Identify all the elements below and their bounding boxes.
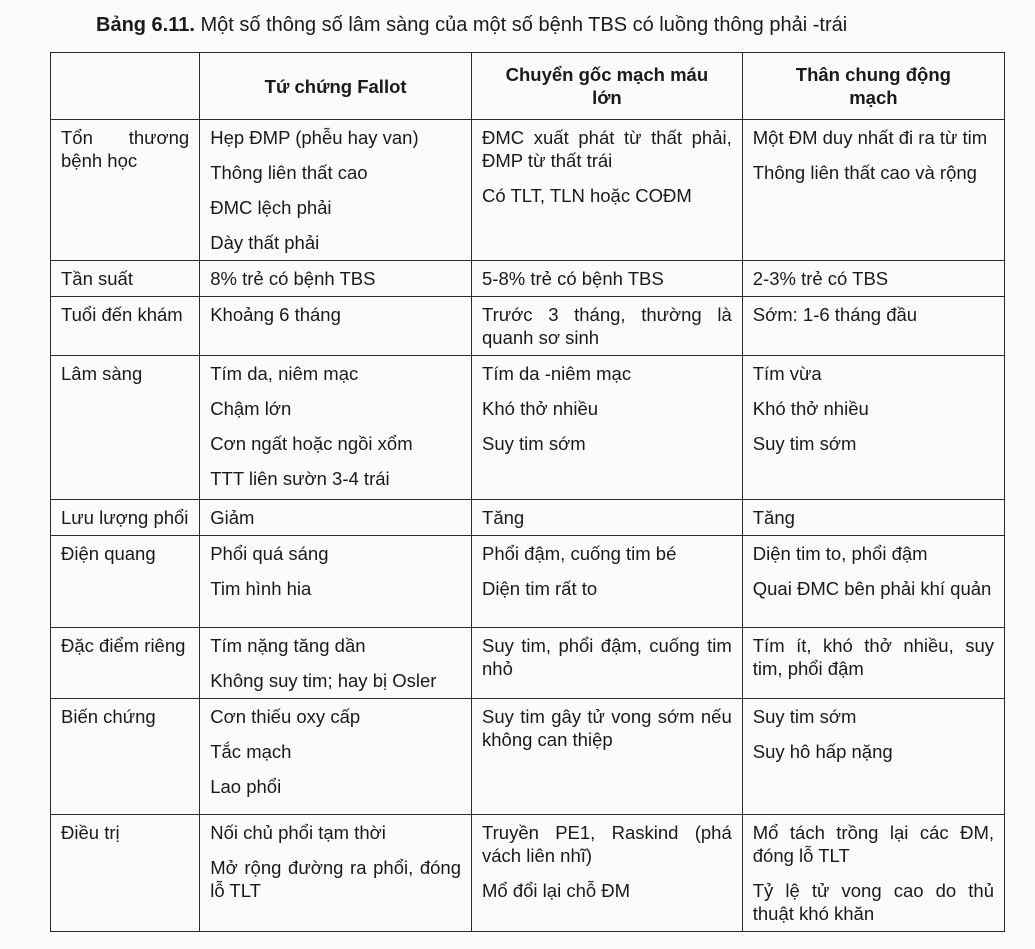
cell-line: Tăng — [482, 507, 525, 528]
row-label: Điện quang — [51, 536, 200, 628]
table-row — [51, 536, 1005, 628]
cell-line: Thông liên thất cao và rộng — [752, 162, 977, 183]
cell-line: Mổ đổi lại chỗ ĐM — [482, 880, 631, 901]
cell-line: Suy tim sớm — [752, 706, 857, 727]
cell-c2 — [472, 120, 743, 261]
cell-line: Tím da, niêm mạc — [210, 363, 359, 384]
table-caption — [96, 14, 847, 37]
header-empty — [51, 53, 200, 120]
cell-c1 — [200, 628, 472, 699]
table-header-row — [51, 53, 1005, 120]
cell-c2 — [472, 628, 743, 699]
cell-line: Nối chủ phổi tạm thời — [210, 822, 386, 843]
cell-line: Tắc mạch — [210, 741, 292, 762]
cell-c3 — [742, 500, 1004, 536]
table-row — [51, 815, 1005, 932]
cell-line: Khó thở nhiều — [752, 398, 869, 419]
row-label: Đặc điểm riêng — [51, 628, 200, 699]
cell-c2 — [472, 356, 743, 500]
cell-line: Mổ tách trồng lại các ĐM, đóng lỗ TLT — [752, 822, 994, 866]
cell-line: Trước 3 tháng, thường là quanh sơ sinh — [482, 304, 732, 348]
row-label: Lưu lượng phổi — [51, 500, 200, 536]
cell-c1 — [200, 500, 472, 536]
cell-line: Giảm — [210, 507, 255, 528]
cell-line: Tím vừa — [752, 363, 822, 384]
cell-line: Một ĐM duy nhất đi ra từ tim — [752, 127, 988, 148]
cell-line: Truyền PE1, Raskind (phá vách liên nhĩ) — [482, 822, 732, 866]
cell-line: ĐMC lệch phải — [210, 197, 332, 218]
cell-line: Khoảng 6 tháng — [210, 304, 341, 325]
cell-line: 2-3% trẻ có TBS — [752, 268, 889, 289]
header-fallot: Tứ chứng Fallot — [200, 53, 472, 120]
cell-line: Cơn ngất hoặc ngồi xổm — [210, 433, 413, 454]
caption-label: Bảng 6.11. — [96, 14, 195, 36]
cell-c1 — [200, 815, 472, 932]
row-label: Tổn thương bệnh học — [51, 120, 200, 261]
table-row — [51, 356, 1005, 500]
cell-c3 — [742, 536, 1004, 628]
cell-line: Phổi đậm, cuống tim bé — [482, 543, 677, 564]
cell-line: Không suy tim; hay bị Osler — [210, 670, 437, 691]
table-row — [51, 699, 1005, 815]
clinical-table — [50, 52, 1005, 932]
cell-c1 — [200, 120, 472, 261]
cell-line: Phổi quá sáng — [210, 543, 329, 564]
row-label: Tần suất — [51, 261, 200, 297]
cell-line: Tím nặng tăng dần — [210, 635, 366, 656]
cell-line: Lao phổi — [210, 776, 282, 797]
cell-line: Cơn thiếu oxy cấp — [210, 706, 361, 727]
cell-c1 — [200, 356, 472, 500]
cell-line: 8% trẻ có bệnh TBS — [210, 268, 376, 289]
cell-line: Diện tim rất to — [482, 578, 598, 599]
table-row — [51, 297, 1005, 356]
cell-line: Khó thở nhiều — [482, 398, 599, 419]
cell-line: Mở rộng đường ra phổi, đóng lỗ TLT — [210, 857, 462, 901]
cell-c3 — [742, 356, 1004, 500]
table-row — [51, 120, 1005, 261]
caption-text: Một số thông số lâm sàng của một số bệnh TBS có luồng thông phải -trái — [194, 14, 848, 36]
table-row — [51, 261, 1005, 297]
cell-line: 5-8% trẻ có bệnh TBS — [482, 268, 664, 289]
cell-c3 — [742, 120, 1004, 261]
cell-line: Tim hình hia — [210, 578, 312, 599]
cell-c2 — [472, 297, 743, 356]
row-label: Tuổi đến khám — [51, 297, 200, 356]
cell-line: Thông liên thất cao — [210, 162, 368, 183]
cell-line: Tím ít, khó thở nhiều, suy tim, phổi đậm — [752, 635, 994, 679]
cell-c1 — [200, 297, 472, 356]
cell-c2 — [472, 536, 743, 628]
cell-line: Tăng — [752, 507, 795, 528]
cell-line: Tỷ lệ tử vong cao do thủ thuật khó khăn — [752, 880, 994, 924]
cell-line: Quai ĐMC bên phải khí quản — [752, 578, 992, 599]
cell-line: ĐMC xuất phát từ thất phải, ĐMP từ thất trái — [482, 127, 732, 171]
cell-line: Dày thất phải — [210, 232, 320, 253]
row-label: Điều trị — [51, 815, 200, 932]
table-row — [51, 500, 1005, 536]
cell-c1 — [200, 261, 472, 297]
header-truncus: Thân chung động mạch — [742, 53, 1004, 120]
cell-line: Hẹp ĐMP (phễu hay van) — [210, 127, 419, 148]
cell-line: Suy tim sớm — [482, 433, 586, 454]
cell-line: Sớm: 1-6 tháng đầu — [752, 304, 918, 325]
cell-c1 — [200, 699, 472, 815]
cell-line: Suy tim sớm — [752, 433, 857, 454]
table-row — [51, 628, 1005, 699]
cell-c2 — [472, 815, 743, 932]
cell-c3 — [742, 261, 1004, 297]
cell-c2 — [472, 500, 743, 536]
cell-line: Có TLT, TLN hoặc COĐM — [482, 185, 692, 206]
cell-line: Chậm lớn — [210, 398, 292, 419]
cell-c1 — [200, 536, 472, 628]
header-tga: Chuyển gốc mạch máu lớn — [472, 53, 743, 120]
cell-c2 — [472, 261, 743, 297]
cell-line: Suy tim, phổi đậm, cuống tim nhỏ — [482, 635, 732, 679]
cell-line: Tím da -niêm mạc — [482, 363, 632, 384]
cell-c3 — [742, 297, 1004, 356]
cell-line: Suy tim gây tử vong sớm nếu không can thiệp — [482, 706, 732, 750]
row-label: Biến chứng — [51, 699, 200, 815]
cell-c3 — [742, 628, 1004, 699]
cell-line: Diện tim to, phổi đậm — [752, 543, 928, 564]
cell-line: Suy hô hấp nặng — [752, 741, 893, 762]
cell-c3 — [742, 815, 1004, 932]
row-label: Lâm sàng — [51, 356, 200, 500]
cell-c2 — [472, 699, 743, 815]
cell-line: TTT liên sườn 3-4 trái — [210, 468, 390, 489]
cell-c3 — [742, 699, 1004, 815]
